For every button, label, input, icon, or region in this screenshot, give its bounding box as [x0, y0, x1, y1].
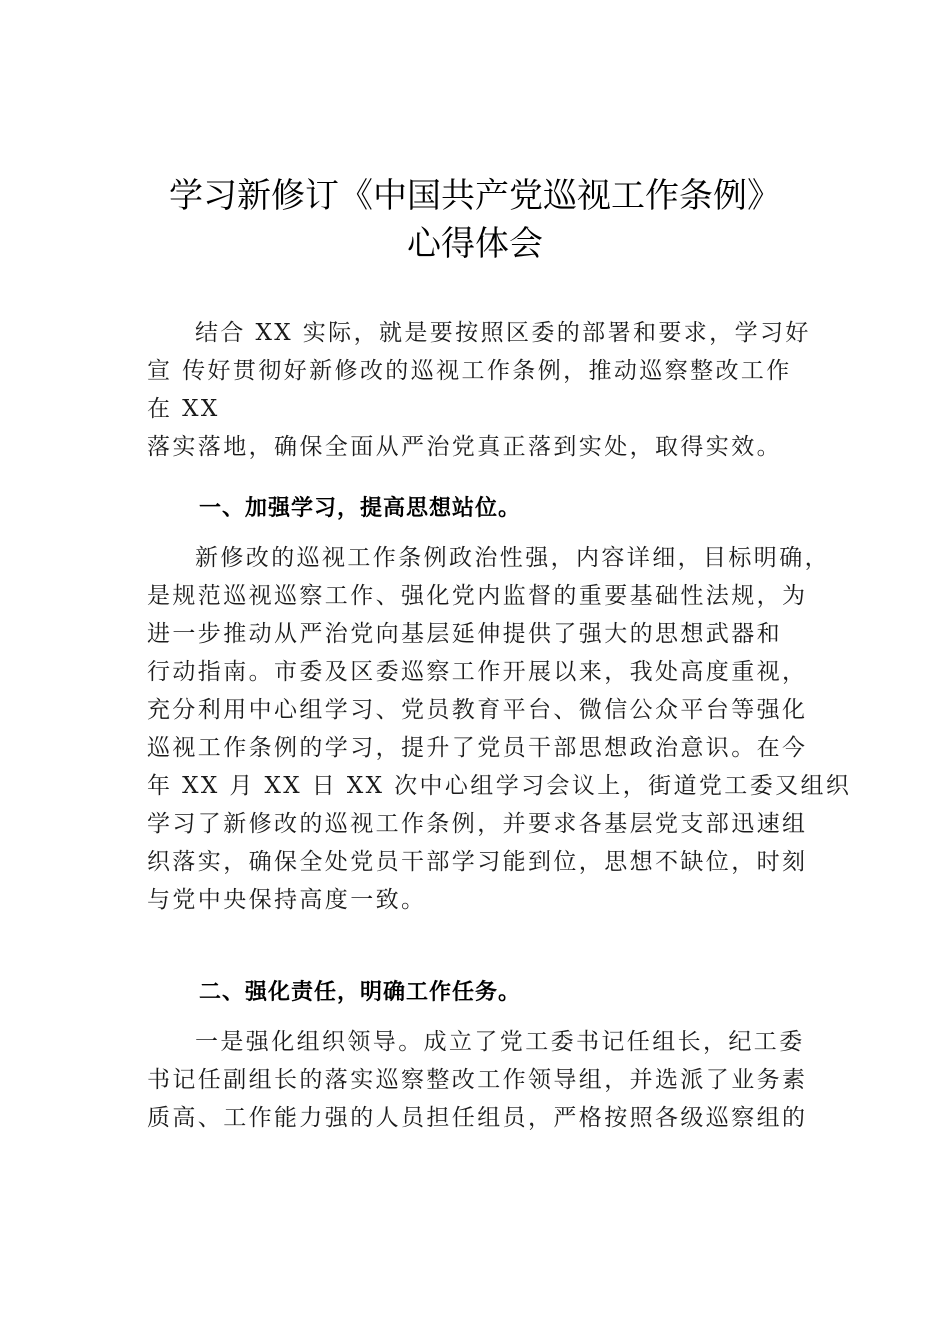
- paragraph-line: 结合 XX 实际，就是要按照区委的部署和要求，学习好: [195, 320, 811, 346]
- paragraph-line: 与党中央保持高度一致。: [147, 887, 427, 913]
- paragraph-line: 进一步推动从严治党向基层延伸提供了强大的思想武器和: [147, 621, 782, 647]
- paragraph-line: 书记任副组长的落实巡察整改工作领导组，并选派了业务素: [147, 1067, 808, 1093]
- paragraph-line: 行动指南。市委及区委巡察工作开展以来，我处高度重视，: [147, 659, 808, 685]
- paragraph-line: 巡视工作条例的学习，提升了党员干部思想政治意识。在今: [147, 735, 808, 761]
- title-line-1: 学习新修订《中国共产党巡视工作条例》: [169, 176, 781, 216]
- title-line-2: 心得体会: [407, 224, 543, 264]
- section-1: [147, 490, 812, 528]
- paragraph-line: 学习了新修改的巡视工作条例，并要求各基层党支部迅速组: [147, 811, 808, 837]
- paragraph-line: 落实落地，确保全面从严治党真正落到实处，取得实效。: [147, 434, 782, 460]
- section-2: [147, 974, 812, 1012]
- paragraph-line: 是规范巡视巡察工作、强化党内监督的重要基础性法规，为: [147, 583, 808, 609]
- paragraph-line: 充分利用中心组学习、党员教育平台、微信公众平台等强化: [147, 697, 808, 723]
- section-heading-2: 二、强化责任，明确工作任务。: [199, 980, 522, 1005]
- section-2-paragraph: [147, 1023, 812, 1137]
- paragraph-line: 宣 传好贯彻好新修改的巡视工作条例，推动巡察整改工作: [147, 358, 792, 384]
- paragraph-line: 一是强化组织领导。成立了党工委书记任组长，纪工委: [195, 1029, 805, 1055]
- paragraph-line: 在 XX: [147, 396, 220, 422]
- document-title: [0, 172, 950, 268]
- paragraph-line: 年 XX 月 XX 日 XX 次中心组学习会议上，街道党工委又组织: [147, 773, 852, 799]
- paragraph-line: 质高、工作能力强的人员担任组员，严格按照各级巡察组的: [147, 1105, 808, 1131]
- intro-paragraph: [147, 314, 812, 466]
- section-1-paragraph: [147, 539, 852, 919]
- paragraph-line: 新修改的巡视工作条例政治性强，内容详细，目标明确，: [195, 545, 830, 571]
- paragraph-line: 织落实，确保全处党员干部学习能到位，思想不缺位，时刻: [147, 849, 808, 875]
- section-heading-1: 一、加强学习，提高思想站位。: [199, 496, 522, 521]
